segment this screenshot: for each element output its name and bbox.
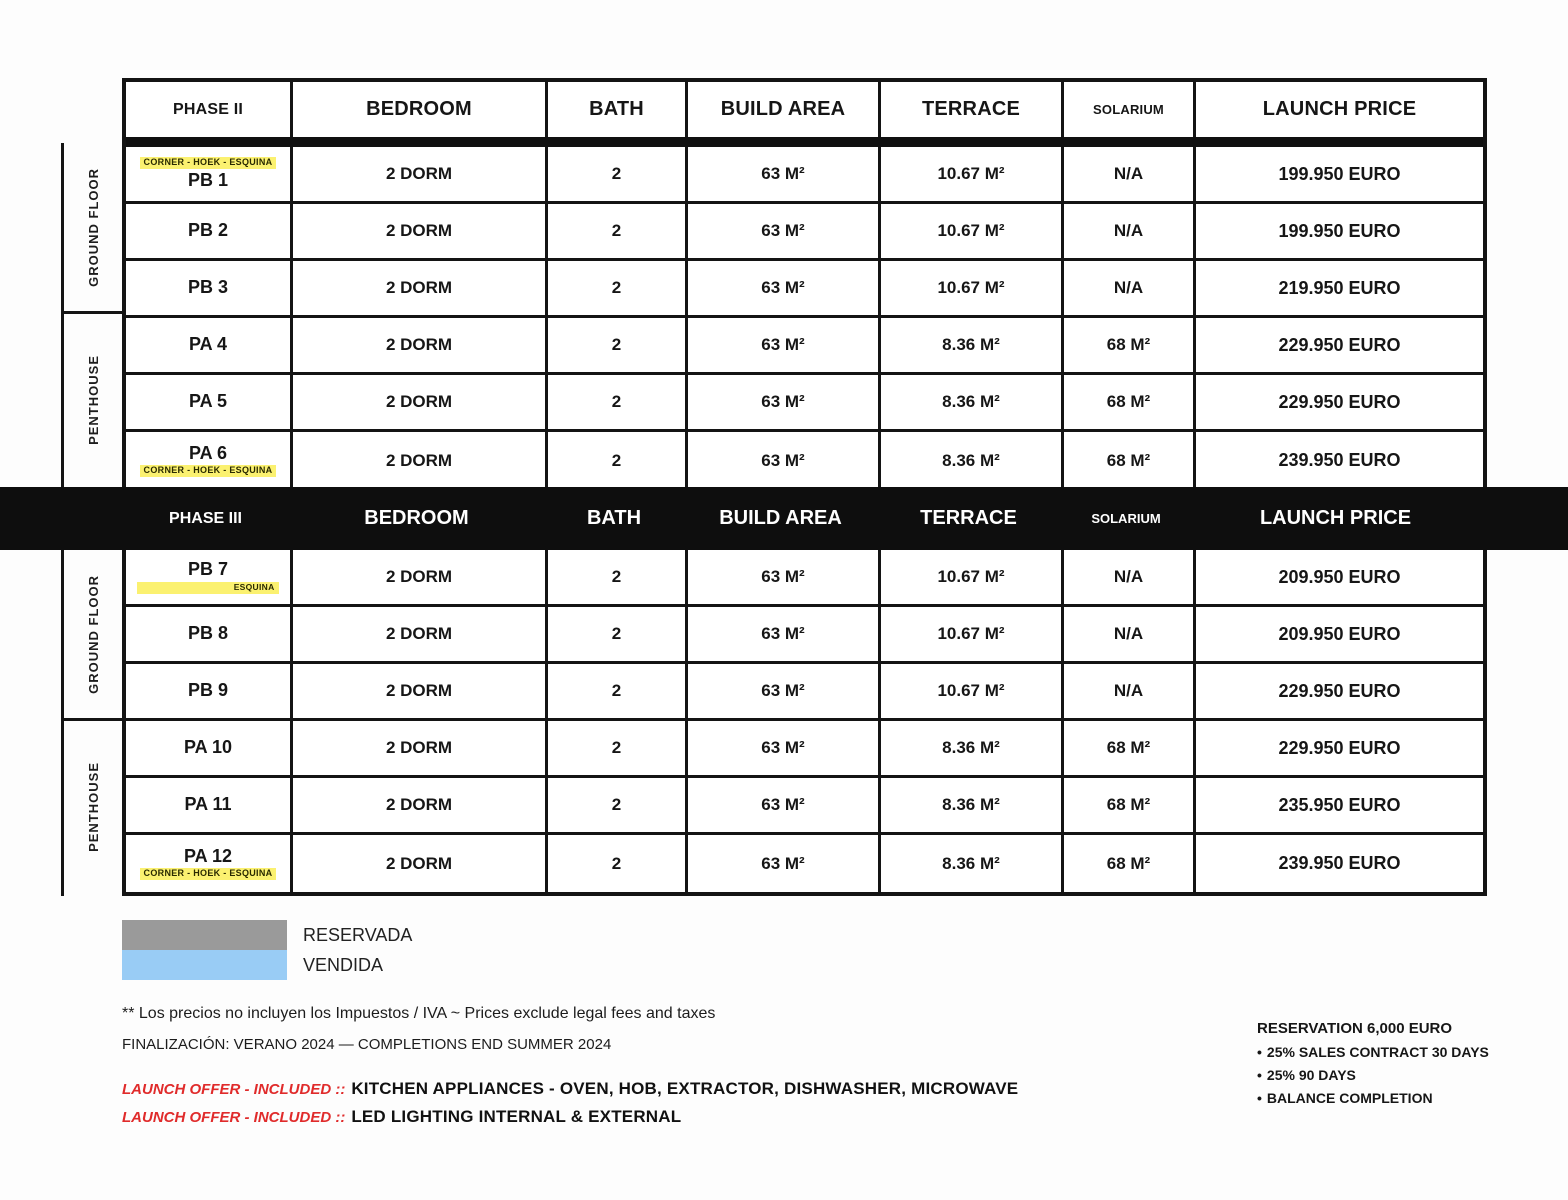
- cell-solarium: N/A: [1064, 261, 1196, 315]
- cell-price: 229.950 EURO: [1278, 737, 1401, 758]
- floor-label-text: GROUND FLOOR: [85, 574, 101, 694]
- offer-text: LED LIGHTING INTERNAL & EXTERNAL: [351, 1107, 682, 1126]
- cell-bath: 2: [548, 778, 688, 832]
- header-separator-bar: [126, 137, 1483, 147]
- table-row: [126, 721, 1483, 778]
- floor-label-ground-floor: [64, 143, 122, 314]
- payment-item-text: BALANCE COMPLETION: [1266, 1090, 1433, 1106]
- cell-bedroom: 2 DORM: [293, 375, 548, 429]
- bullet-icon: •: [1257, 1044, 1262, 1060]
- cell-price: 199.950 EURO: [1278, 163, 1401, 184]
- unit-name: PA 10: [183, 737, 233, 758]
- header-terrace: TERRACE: [881, 82, 1064, 137]
- unit-name: PB 3: [187, 277, 229, 298]
- cell-terrace: 10.67 M²: [881, 147, 1064, 201]
- tax-note: ** Los precios no incluyen los Impuestos / IVA ~ Prices exclude legal fees and taxes: [122, 1005, 716, 1022]
- cell-build-area: 63 M²: [688, 318, 881, 372]
- cell-unit: [126, 147, 293, 201]
- cell-terrace: 8.36 M²: [881, 432, 1064, 489]
- table-row: [126, 550, 1483, 607]
- cell-solarium: 68 M²: [1064, 835, 1196, 892]
- cell-solarium: N/A: [1064, 550, 1196, 604]
- cell-bath: 2: [548, 550, 688, 604]
- cell-price: 239.950 EURO: [1278, 853, 1401, 873]
- cell-build-area: 63 M²: [688, 835, 881, 892]
- cell-build-area: 63 M²: [688, 375, 881, 429]
- cell-solarium: 68 M²: [1064, 721, 1196, 775]
- unit-name: PA 11: [184, 794, 232, 815]
- cell-unit: [126, 778, 293, 832]
- payment-item: [1257, 1044, 1557, 1060]
- cell-unit: [126, 721, 293, 775]
- table-row: [126, 778, 1483, 835]
- header-phase-label: PHASE III: [169, 509, 242, 527]
- cell-bedroom: 2 DORM: [293, 204, 548, 258]
- cell-bath: 2: [548, 375, 688, 429]
- phase2-floor-rail: [61, 143, 122, 493]
- cell-unit: [126, 550, 293, 604]
- legend-row: [122, 920, 412, 950]
- payment-item: [1257, 1067, 1557, 1083]
- cell-terrace: 8.36 M²: [881, 318, 1064, 372]
- offer-prefix: LAUNCH OFFER - INCLUDED ::: [122, 1081, 346, 1098]
- cell-terrace: 8.36 M²: [881, 835, 1064, 892]
- corner-badge: CORNER - HOEK - ESQUINA: [140, 157, 277, 169]
- cell-build-area: 63 M²: [688, 204, 881, 258]
- launch-offers: [122, 1079, 1222, 1127]
- cell-terrace: 8.36 M²: [881, 721, 1064, 775]
- legend-label: RESERVADA: [303, 924, 413, 945]
- phase3-floor-rail: [61, 550, 122, 896]
- header-bath: BATH: [586, 507, 642, 529]
- cell-price: 199.950 EURO: [1278, 220, 1401, 241]
- payment-item-text: 25% 90 DAYS: [1266, 1067, 1356, 1083]
- table-row: [126, 835, 1483, 892]
- cell-terrace: 8.36 M²: [881, 375, 1064, 429]
- cell-terrace: 10.67 M²: [881, 550, 1064, 604]
- completion-note: FINALIZACIÓN: VERANO 2024 — COMPLETIONS END SUMMER 2024: [122, 1036, 612, 1053]
- cell-price: 209.950 EURO: [1278, 623, 1401, 644]
- phase3-section: [61, 550, 1487, 896]
- legend-swatch-vendida: [122, 950, 287, 980]
- unit-name: PB 7: [187, 559, 229, 580]
- cell-price: 219.950 EURO: [1278, 277, 1401, 298]
- cell-bedroom: 2 DORM: [293, 318, 548, 372]
- cell-price: 235.950 EURO: [1278, 794, 1401, 815]
- header-phase-label: PHASE II: [126, 82, 293, 137]
- header-launch-price: LAUNCH PRICE: [1259, 507, 1412, 529]
- offer-text: KITCHEN APPLIANCES - OVEN, HOB, EXTRACTOR, DISHWASHER, MICROWAVE: [351, 1079, 1019, 1098]
- payment-item: [1257, 1090, 1557, 1106]
- cell-price: 229.950 EURO: [1278, 334, 1401, 355]
- cell-bedroom: 2 DORM: [293, 835, 548, 892]
- floor-label-ground-floor: [64, 550, 122, 721]
- corner-badge: CORNER - HOEK - ESQUINA: [140, 465, 277, 477]
- cell-bedroom: 2 DORM: [293, 261, 548, 315]
- phase3-band: [0, 487, 1568, 550]
- cell-terrace: 8.36 M²: [881, 778, 1064, 832]
- cell-terrace: 10.67 M²: [881, 664, 1064, 718]
- cell-price: 209.950 EURO: [1278, 566, 1401, 587]
- cell-bath: 2: [548, 261, 688, 315]
- launch-offer-line: [122, 1079, 1222, 1099]
- phase2-header-row: [126, 82, 1483, 137]
- header-build-area: BUILD AREA: [688, 82, 881, 137]
- header-bedroom: BEDROOM: [364, 507, 469, 529]
- cell-terrace: 10.67 M²: [881, 204, 1064, 258]
- bullet-icon: •: [1257, 1067, 1262, 1083]
- cell-build-area: 63 M²: [688, 664, 881, 718]
- corner-badge: ESQUINA: [137, 582, 278, 593]
- phase3-rows: [126, 550, 1483, 892]
- launch-offer-line: [122, 1107, 1222, 1127]
- cell-bedroom: 2 DORM: [293, 550, 548, 604]
- legend-swatch-reservada: [122, 920, 287, 950]
- table-row: [126, 375, 1483, 432]
- notes-block: [122, 1005, 1222, 1127]
- unit-name: PA 6: [188, 442, 227, 463]
- payment-items: [1257, 1044, 1557, 1106]
- cell-bath: 2: [548, 204, 688, 258]
- cell-bedroom: 2 DORM: [293, 432, 548, 489]
- floor-label-text: PENTHOUSE: [85, 354, 101, 445]
- unit-name: PA 4: [188, 334, 227, 355]
- offer-prefix: LAUNCH OFFER - INCLUDED ::: [122, 1109, 346, 1126]
- header-bath: BATH: [548, 82, 688, 137]
- cell-bedroom: 2 DORM: [293, 721, 548, 775]
- payment-item-text: 25% SALES CONTRACT 30 DAYS: [1266, 1044, 1489, 1060]
- table-row: [126, 204, 1483, 261]
- cell-unit: [126, 432, 293, 489]
- cell-price: 229.950 EURO: [1278, 680, 1401, 701]
- cell-bedroom: 2 DORM: [293, 778, 548, 832]
- cell-solarium: N/A: [1064, 664, 1196, 718]
- header-launch-price: LAUNCH PRICE: [1262, 98, 1417, 120]
- cell-bath: 2: [548, 664, 688, 718]
- unit-name: PA 5: [188, 391, 227, 412]
- table-row: [126, 432, 1483, 489]
- table-row: [126, 318, 1483, 375]
- unit-name: PB 8: [187, 623, 229, 644]
- header-build-area: BUILD AREA: [719, 507, 842, 529]
- cell-build-area: 63 M²: [688, 147, 881, 201]
- reservation-title: RESERVATION 6,000 EURO: [1257, 1020, 1453, 1037]
- cell-unit: [126, 664, 293, 718]
- cell-solarium: 68 M²: [1064, 375, 1196, 429]
- cell-bedroom: 2 DORM: [293, 664, 548, 718]
- phase3-header-row: [122, 487, 1479, 550]
- cell-solarium: N/A: [1064, 607, 1196, 661]
- header-solarium: SOLARIUM: [1064, 82, 1196, 137]
- cell-build-area: 63 M²: [688, 607, 881, 661]
- unit-name: PA 12: [183, 845, 233, 866]
- table-row: [126, 261, 1483, 318]
- cell-build-area: 63 M²: [688, 778, 881, 832]
- cell-bath: 2: [548, 721, 688, 775]
- cell-price: 239.950 EURO: [1278, 450, 1401, 470]
- legend-row: [122, 950, 412, 980]
- phase2-section: [61, 78, 1487, 493]
- table-row: [126, 607, 1483, 664]
- cell-build-area: 63 M²: [688, 261, 881, 315]
- phase2-table: [122, 78, 1487, 493]
- floor-label-text: GROUND FLOOR: [85, 167, 101, 287]
- cell-build-area: 63 M²: [688, 432, 881, 489]
- floor-label-penthouse: [64, 314, 122, 485]
- header-solarium: SOLARIUM: [1091, 511, 1161, 526]
- unit-name: PB 9: [187, 680, 229, 701]
- cell-terrace: 10.67 M²: [881, 607, 1064, 661]
- cell-solarium: 68 M²: [1064, 318, 1196, 372]
- cell-solarium: 68 M²: [1064, 778, 1196, 832]
- cell-bath: 2: [548, 607, 688, 661]
- cell-solarium: N/A: [1064, 147, 1196, 201]
- corner-badge: CORNER - HOEK - ESQUINA: [140, 868, 277, 880]
- cell-unit: [126, 204, 293, 258]
- cell-bath: 2: [548, 318, 688, 372]
- table-row: [126, 147, 1483, 204]
- floor-label-penthouse: [64, 721, 122, 892]
- cell-terrace: 10.67 M²: [881, 261, 1064, 315]
- cell-bedroom: 2 DORM: [293, 147, 548, 201]
- cell-bedroom: 2 DORM: [293, 607, 548, 661]
- unit-name: PB 2: [187, 220, 229, 241]
- legend-label: VENDIDA: [303, 954, 384, 975]
- cell-build-area: 63 M²: [688, 550, 881, 604]
- cell-solarium: 68 M²: [1064, 432, 1196, 489]
- phase2-rows: [126, 147, 1483, 489]
- cell-unit: [126, 318, 293, 372]
- unit-name: PB 1: [187, 170, 229, 191]
- cell-price: 229.950 EURO: [1278, 391, 1401, 412]
- cell-bath: 2: [548, 432, 688, 489]
- cell-unit: [126, 375, 293, 429]
- cell-unit: [126, 835, 293, 892]
- cell-build-area: 63 M²: [688, 721, 881, 775]
- cell-bath: 2: [548, 835, 688, 892]
- header-terrace: TERRACE: [920, 507, 1017, 529]
- payment-terms: [1257, 1020, 1557, 1106]
- table-row: [126, 664, 1483, 721]
- floor-label-text: PENTHOUSE: [85, 761, 101, 852]
- cell-solarium: N/A: [1064, 204, 1196, 258]
- phase3-table: [122, 550, 1487, 896]
- header-bedroom: BEDROOM: [293, 82, 548, 137]
- cell-bath: 2: [548, 147, 688, 201]
- bullet-icon: •: [1257, 1090, 1262, 1106]
- status-legend: [122, 920, 412, 980]
- cell-unit: [126, 261, 293, 315]
- cell-unit: [126, 607, 293, 661]
